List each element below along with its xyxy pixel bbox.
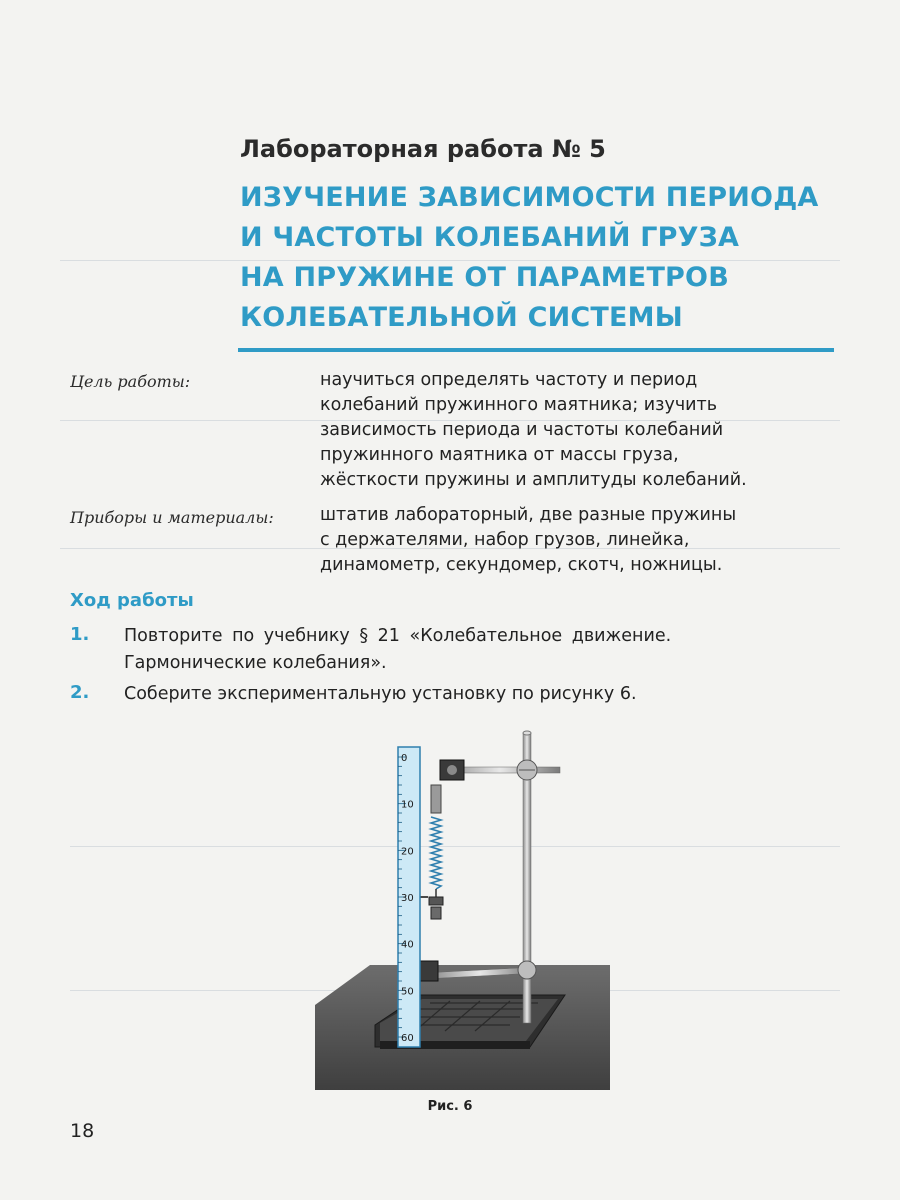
figure-caption: Рис. 6 [427, 1099, 473, 1114]
ruler-tick-label: 50 [401, 986, 414, 998]
step-line: Соберите экспериментальную установку по рисунку 6. [124, 684, 637, 704]
ruler-tick-label: 20 [401, 846, 414, 858]
title-line: КОЛЕБАТЕЛЬНОЙ СИСТЕМЫ [240, 302, 683, 333]
goal-line: пружинного маятника от массы груза, [320, 445, 679, 465]
materials-label: Приборы и материалы: [70, 508, 274, 527]
title-line: И ЧАСТОТЫ КОЛЕБАНИЙ ГРУЗА [240, 222, 740, 253]
ruler-tick-label: 40 [401, 939, 414, 951]
goal-label: Цель работы: [70, 372, 191, 391]
goal-line: колебаний пружинного маятника; изучить [320, 395, 718, 415]
ruler-tick-label: 30 [401, 893, 414, 904]
goal-text [320, 368, 820, 493]
step-line: Гармонические колебания». [124, 653, 387, 673]
goal-line: зависимость периода и частоты колебаний [320, 420, 724, 440]
step-text [124, 681, 834, 708]
lab-title [240, 178, 850, 338]
step-text [124, 623, 834, 677]
materials-line: динамометр, секундомер, скотч, ножницы. [320, 555, 723, 575]
spring [431, 817, 441, 889]
ruler-tick-label: 60 [401, 1033, 414, 1044]
procedure-heading: Ход работы [70, 590, 194, 611]
materials-line: штатив лабораторный, две разные пружины [320, 505, 737, 525]
weight [429, 897, 443, 905]
ruler-tick-label: 0 [401, 753, 408, 764]
goal-line: жёсткости пружины и амплитуды колебаний. [320, 470, 747, 490]
step-number: 1. [70, 624, 90, 645]
lab-number: Лабораторная работа № 5 [240, 135, 606, 163]
materials-text [320, 503, 820, 578]
goal-line: научиться определять частоту и период [320, 370, 698, 390]
step-line: Повторите по учебнику § 21 «Колебательное движение. [124, 626, 672, 646]
materials-line: с держателями, набор грузов, линейка, [320, 530, 690, 550]
title-underline [238, 348, 834, 352]
title-line: НА ПРУЖИНЕ ОТ ПАРАМЕТРОВ [240, 262, 729, 293]
ruler-tick-label: 10 [401, 799, 414, 811]
page-number: 18 [70, 1120, 95, 1142]
title-line: ИЗУЧЕНИЕ ЗАВИСИМОСТИ ПЕРИОДА [240, 182, 819, 213]
lab-setup-figure [310, 725, 610, 1090]
step-number: 2. [70, 682, 90, 703]
